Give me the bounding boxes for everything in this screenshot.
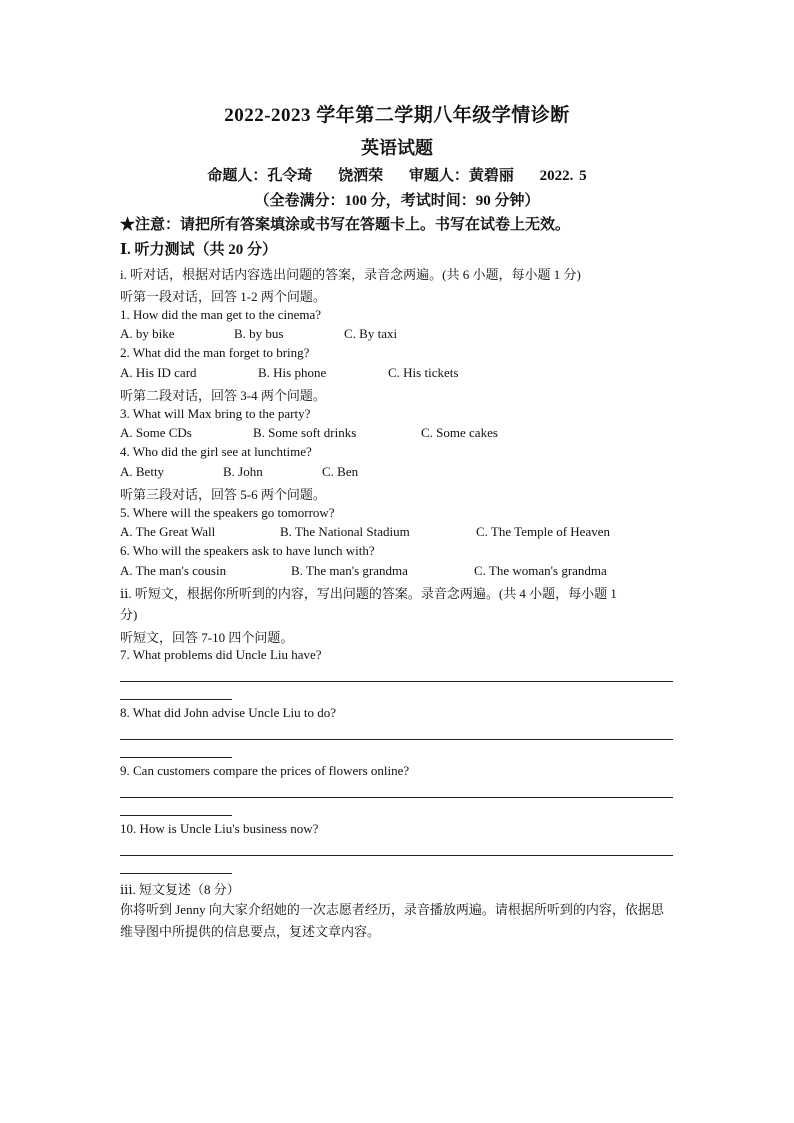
q6-option-c: C. The woman's grandma (474, 563, 607, 578)
q6-option-b: B. The man's grandma (291, 563, 408, 578)
dialog1-intro: 听第一段对话，回答 1-2 两个问题。 (120, 289, 326, 304)
question-8: 8. What did John advise Uncle Liu to do? (120, 705, 337, 720)
part-iii-text: 你将听到 Jenny 向大家介绍她的一次志愿者经历，录音播放两遍。请根据所听到的内容，依据思维导图中所提供的信息要点，复述文章内容。 (120, 902, 664, 939)
q3-option-c: C. Some cakes (421, 425, 498, 440)
dialog2-intro: 听第二段对话，回答 3-4 两个问题。 (120, 388, 326, 403)
question-2: 2. What did the man forget to bring? (120, 345, 310, 360)
question-9: 9. Can customers compare the prices of flowers online? (120, 763, 410, 778)
q1-option-a: A. by bike (120, 326, 175, 341)
part-i-instruction: i. 听对话，根据对话内容选出问题的答案，录音念两遍。(共 6 小题，每小题 1 分) (120, 267, 581, 282)
q5-option-c: C. The Temple of Heaven (476, 524, 610, 539)
passage-intro: 听短文，回答 7-10 四个问题。 (120, 630, 294, 645)
q5-option-a: A. The Great Wall (120, 524, 216, 539)
answer-line-8-end (120, 757, 232, 758)
co-setter: 饶洒荣 (338, 168, 384, 184)
q2-option-b: B. His phone (258, 365, 327, 380)
part-iii-heading: ⅲ. 短文复述（8 分） (120, 882, 240, 897)
part-ii-instruction: ⅱ. 听短文，根据你所听到的内容，写出问题的答案。录音念两遍。(共 4 小题，每小题 1 (120, 586, 617, 601)
exam-authors (0, 164, 794, 185)
q2-option-c: C. His tickets (388, 365, 459, 380)
setters: 命题人：孔令琦 (207, 168, 313, 184)
q4-option-b: B. John (223, 464, 263, 479)
q4-option-c: C. Ben (322, 464, 359, 479)
question-6: 6. Who will the speakers ask to have lunch with? (120, 543, 375, 558)
q6-option-a: A. The man's cousin (120, 563, 227, 578)
answer-line-10 (120, 855, 673, 856)
question-7: 7. What problems did Uncle Liu have? (120, 647, 322, 662)
exam-title: 2022-2023 学年第二学期八年级学情诊断 (224, 105, 570, 126)
score-info: （全卷满分：100 分，考试时间：90 分钟） (254, 193, 540, 209)
question-1: 1. How did the man get to the cinema? (120, 307, 322, 322)
reviewer: 审题人：黄碧丽 (408, 168, 514, 184)
part-ii-instruction-cont: 分) (120, 607, 138, 622)
q5-option-b: B. The National Stadium (280, 524, 410, 539)
section-heading: Ⅰ. 听力测试（共 20 分） (120, 242, 278, 258)
q3-option-a: A. Some CDs (120, 425, 192, 440)
q3-option-b: B. Some soft drinks (253, 425, 357, 440)
question-4: 4. Who did the girl see at lunchtime? (120, 444, 312, 459)
question-5: 5. Where will the speakers go tomorrow? (120, 505, 335, 520)
exam-subtitle: 英语试题 (361, 138, 433, 158)
exam-date: 2022. 5 (539, 168, 587, 184)
answer-line-7-end (120, 699, 232, 700)
answer-line-7 (120, 681, 673, 682)
q1-option-c: C. By taxi (344, 326, 398, 341)
answer-line-10-end (120, 873, 232, 874)
answer-line-8 (120, 739, 673, 740)
notice: ★注意：请把所有答案填涂或书写在答题卡上。书写在试卷上无效。 (120, 217, 571, 233)
q2-option-a: A. His ID card (120, 365, 197, 380)
answer-line-9-end (120, 815, 232, 816)
q1-option-b: B. by bus (234, 326, 284, 341)
answer-line-9 (120, 797, 673, 798)
q4-option-a: A. Betty (120, 464, 165, 479)
question-3: 3. What will Max bring to the party? (120, 406, 311, 421)
question-10: 10. How is Uncle Liu's business now? (120, 821, 319, 836)
dialog3-intro: 听第三段对话，回答 5-6 两个问题。 (120, 487, 326, 502)
